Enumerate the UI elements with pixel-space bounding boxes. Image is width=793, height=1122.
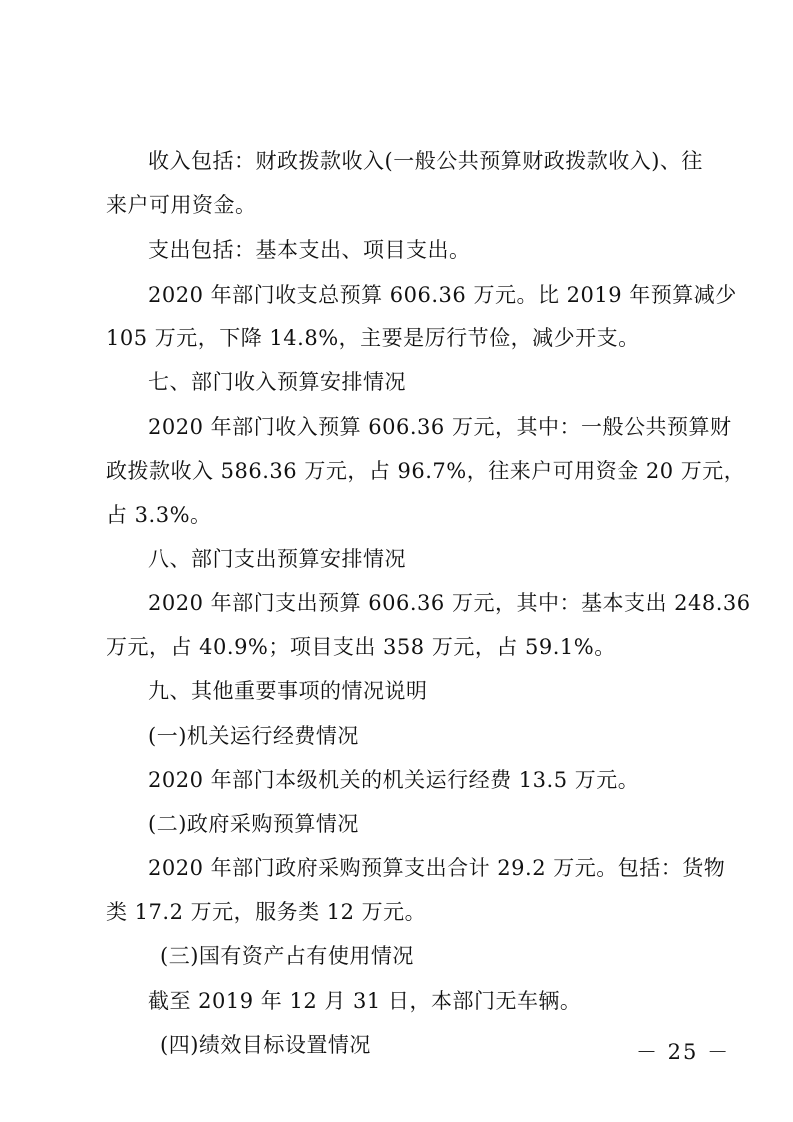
paragraph-state-assets: 截至 2019 年 12 月 31 日，本部门无车辆。 — [148, 989, 582, 1013]
paragraph-income-line-1: 收入包括：财政拨款收入(一般公共预算财政拨款收入)、往 — [148, 149, 703, 173]
paragraph-income-budget-line-3: 占 3.3%。 — [106, 503, 212, 527]
paragraph-expense-budget-line-2: 万元，占 40.9%；项目支出 358 万元，占 59.1%。 — [106, 635, 616, 659]
subheading-performance-goals: (四)绩效目标设置情况 — [160, 1033, 371, 1057]
paragraph-expense-line: 支出包括：基本支出、项目支出。 — [148, 238, 471, 262]
section-heading-income-budget: 七、部门收入预算安排情况 — [148, 370, 406, 394]
section-heading-expense-budget: 八、部门支出预算安排情况 — [148, 547, 406, 571]
paragraph-procurement-line-2: 类 17.2 万元，服务类 12 万元。 — [106, 900, 427, 924]
paragraph-operating-costs: 2020 年部门本级机关的机关运行经费 13.5 万元。 — [148, 768, 640, 792]
subheading-state-assets: (三)国有资产占有使用情况 — [160, 944, 414, 968]
paragraph-income-line-2: 来户可用资金。 — [106, 193, 257, 217]
subheading-procurement: (二)政府采购预算情况 — [148, 812, 359, 836]
paragraph-total-line-2: 105 万元，下降 14.8%，主要是厉行节俭，减少开支。 — [106, 326, 640, 350]
paragraph-income-budget-line-1: 2020 年部门收入预算 606.36 万元，其中：一般公共预算财 — [148, 415, 732, 439]
paragraph-procurement-line-1: 2020 年部门政府采购预算支出合计 29.2 万元。包括：货物 — [148, 856, 726, 880]
section-heading-other-matters: 九、其他重要事项的情况说明 — [148, 679, 428, 703]
paragraph-income-budget-line-2: 政拨款收入 586.36 万元，占 96.7%，往来户可用资金 20 万元， — [106, 459, 746, 483]
paragraph-expense-budget-line-1: 2020 年部门支出预算 606.36 万元，其中：基本支出 248.36 — [148, 591, 751, 615]
subheading-operating-costs: (一)机关运行经费情况 — [148, 724, 359, 748]
paragraph-total-line-1: 2020 年部门收支总预算 606.36 万元。比 2019 年预算减少 — [148, 283, 737, 307]
page-number: － 25 － — [636, 1040, 731, 1064]
